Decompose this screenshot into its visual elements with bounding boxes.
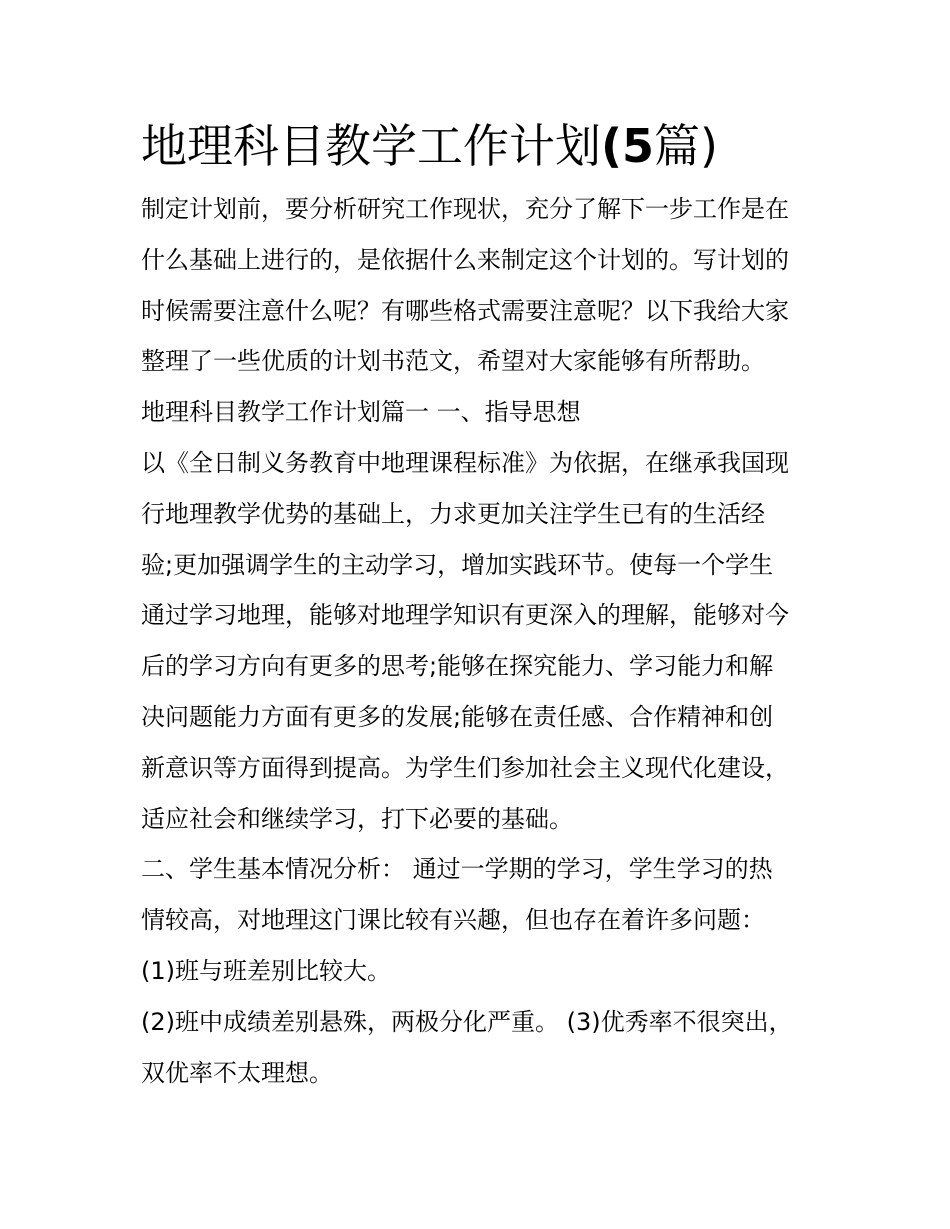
body-line: 通过学习地理，能够对地理学知识有更深入的理解，能够对今 <box>141 601 789 630</box>
body-line: 制定计划前，要分析研究工作现状，充分了解下一步工作是在 <box>141 195 789 223</box>
body-line: 什么基础上进行的，是依据什么来制定这个计划的。写计划的 <box>141 245 789 274</box>
title-main: 地理科目教学工作计划 <box>141 119 601 173</box>
list-item: (1)班与班差别比较大。 <box>141 956 391 985</box>
section-heading-guiding-thought: 地理科目教学工作计划篇一 一、指导思想 <box>141 398 581 427</box>
body-line: 行地理教学优势的基础上，力求更加关注学生已有的生活经 <box>141 499 765 528</box>
body-line: 情较高，对地理这门课比较有兴趣，但也存在着许多问题： <box>141 906 765 935</box>
body-line: 新意识等方面得到提高。为学生们参加社会主义现代化建设， <box>141 753 789 782</box>
body-line: 适应社会和继续学习，打下必要的基础。 <box>141 804 573 833</box>
body-line: 验;更加强调学生的主动学习，增加实践环节。使每一个学生 <box>141 550 774 579</box>
body-line: 后的学习方向有更多的思考;能够在探究能力、学习能力和解 <box>141 652 774 681</box>
title-end: 篇) <box>654 119 718 173</box>
document-page <box>141 112 813 1098</box>
document-title <box>141 112 813 184</box>
body-line: 整理了一些优质的计划书范文，希望对大家能够有所帮助。 <box>141 347 765 376</box>
list-item: (2)班中成绩差别悬殊，两极分化严重。 (3)优秀率不很突出， <box>141 1007 793 1036</box>
body-line: 以《全日制义务教育中地理课程标准》为依据，在继承我国现 <box>141 448 789 477</box>
body-line: 时候需要注意什么呢？有哪些格式需要注意呢？以下我给大家 <box>141 296 789 325</box>
body-line: 双优率不太理想。 <box>141 1058 333 1087</box>
document-body <box>141 184 813 1098</box>
section-heading-student-analysis: 二、学生基本情况分析： 通过一学期的学习，学生学习的热 <box>141 855 773 884</box>
body-line: 决问题能力方面有更多的发展;能够在责任感、合作精神和创 <box>141 702 774 731</box>
title-count: (5 <box>601 119 655 173</box>
